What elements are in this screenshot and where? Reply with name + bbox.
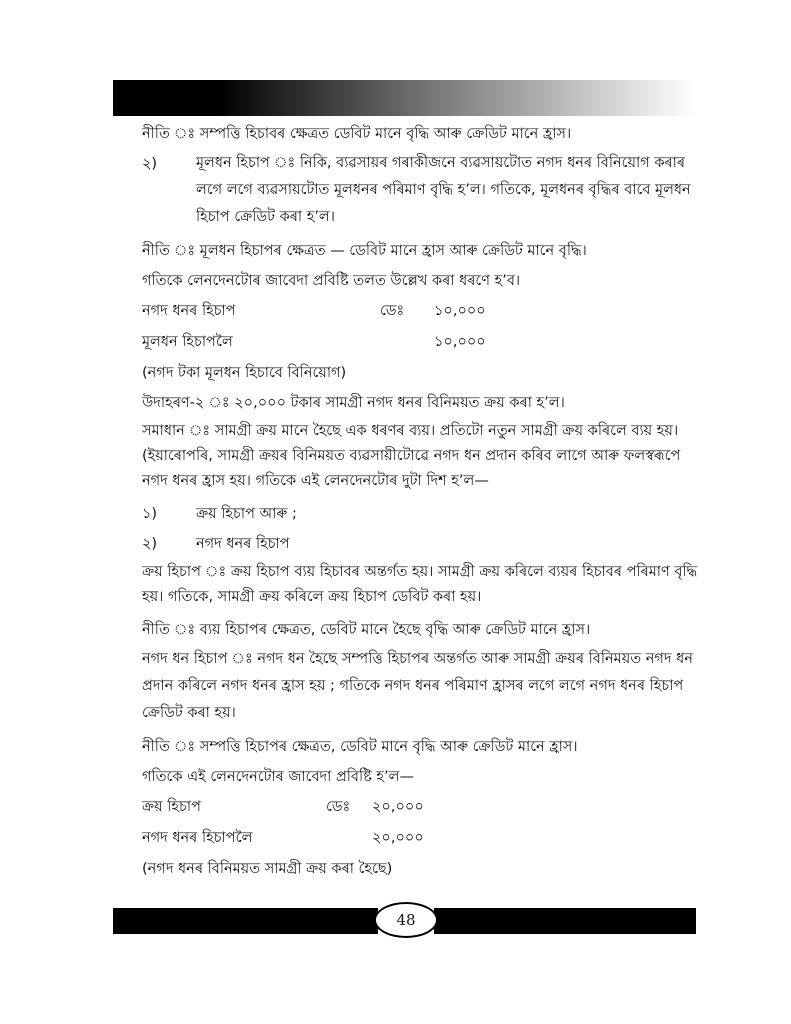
account-name: নগদ ধনৰ হিচাপ [142, 303, 236, 319]
amount: ২০,০০০ [372, 830, 424, 846]
paragraph: গতিকে লেনদেনটোৰ জাবেদা প্ৰবিষ্টি তলত উল্লেখ কৰা ধৰণে হ’ব। [142, 273, 521, 289]
example-heading: উদাহৰণ-২ ঃ ২০,০০০ টকাৰ সামগ্ৰী নগদ ধনৰ বিনিময়ত ক্ৰয় কৰা হ’ল। [142, 395, 565, 411]
account-name: মূলধন হিচাপলৈ [142, 334, 233, 350]
list-text: নগদ ধনৰ হিচাপ [196, 536, 290, 552]
journal-entry-row [142, 301, 702, 321]
narration: (নগদ টকা মূলধন হিচাবে বিনিয়োগ) [142, 365, 347, 381]
amount: ২০,০০০ [372, 799, 424, 815]
journal-entry-row [142, 828, 702, 848]
journal-entry-row [142, 332, 702, 352]
narration: (নগদ ধনৰ বিনিময়ত সামগ্ৰী ক্ৰয় কৰা হৈছে) [142, 861, 393, 877]
list-number: ২) [142, 536, 158, 552]
solution-paragraph: সমাধান ঃ সামগ্ৰী ক্ৰয় মানে হৈছে এক ধৰণৰ ব্যয়। প্ৰতিটো নতুন সামগ্ৰী ক্ৰয় কৰিলে ব্যয় হয়। (ইয়াৰোপৰি, সামগ্ৰী ক্ৰয়ৰ বিনিময়ত ব্যৱসায়ীটোৱে নগদ ধন প্ৰদান কৰিব লাগে আৰু ফলস্বৰূপে নগদ ধনৰ হ্ৰাস হয়। গতিকে এই লেনদেনটোৰ দুটা দিশ হ’ল— [142, 423, 681, 489]
list-item [142, 534, 702, 554]
list-number: ১) [142, 506, 158, 522]
debit-mark: ডেঃ [326, 799, 351, 815]
paragraph: নগদ ধন হিচাপ ঃ নগদ ধন হৈছে সম্পত্তি হিচাপৰ অন্তৰ্গত আৰু সামগ্ৰী ক্ৰয়ৰ বিনিময়ত নগদ ধন প্ৰদান কৰিলে নগদ ধনৰ হ্ৰাস হয় ; গতিকে নগদ ধনৰ পৰিমাণ হ্ৰাসৰ লগে লগে নগদ ধনৰ হিচাপ ক্ৰেডিট কৰা হয়। [142, 651, 693, 721]
rule-text: নীতি ঃ সম্পত্তি হিচাপৰ ক্ষেত্ৰত, ডেবিট মানে বৃদ্ধি আৰু ক্ৰেডিট মানে হ্ৰাস। [142, 739, 578, 755]
rule-text: নীতি ঃ ব্যয় হিচাপৰ ক্ষেত্ৰত, ডেবিট মানে হৈছে বৃদ্ধি আৰু ক্ৰেডিট মানে হ্ৰাস। [142, 622, 591, 638]
account-name: নগদ ধনৰ হিচাপলৈ [142, 830, 253, 846]
header-gradient-bar [113, 80, 695, 116]
list-item [142, 504, 702, 524]
debit-mark [380, 332, 434, 352]
rule-text: নীতি ঃ মূলধন হিচাপৰ ক্ষেত্ৰত — ডেবিট মানে হ্ৰাস আৰু ক্ৰেডিট মানে বৃদ্ধি। [142, 243, 587, 259]
journal-entry-row [142, 797, 702, 817]
list-item [142, 154, 702, 231]
debit-mark [326, 828, 372, 848]
amount: ১০,০০০ [434, 303, 486, 319]
paragraph: ক্ৰয় হিচাপ ঃ ক্ৰয় হিচাপ ব্যয় হিচাবৰ অন্তৰ্গত হয়। সামগ্ৰী ক্ৰয় কৰিলে ব্যয়ৰ হিচাবৰ পৰিমাণ বৃদ্ধি হয়। গতিকে, সামগ্ৰী ক্ৰয় কৰিলে ক্ৰয় হিচাপ ডেবিট কৰা হয়। [142, 564, 698, 605]
page-content [142, 124, 702, 889]
page-number: 48 [374, 902, 438, 938]
account-name: ক্ৰয় হিচাপ [142, 799, 201, 815]
list-text: ক্ৰয় হিচাপ আৰু ; [196, 506, 297, 522]
rule-text: নীতি ঃ সম্পত্তি হিচাবৰ ক্ষেত্ৰত ডেবিট মানে বৃদ্ধি আৰু ক্ৰেডিট মানে হ্ৰাস। [142, 126, 572, 142]
amount: ১০,০০০ [434, 334, 486, 350]
footer-bar-right [434, 908, 696, 934]
list-number: ২) [142, 156, 158, 172]
list-text: মূলধন হিচাপ ঃ নিকি, ব্যৱসায়ৰ গৰাকীজনে ব্যৱসায়টোত নগদ ধনৰ বিনিয়োগ কৰাৰ লগে লগে ব্যৱসায়টোত মূলধনৰ পৰিমাণ বৃদ্ধি হ’ল। গতিকে, মূলধনৰ বৃদ্ধিৰ বাবে মূলধন হিচাপ ক্ৰেডিট কৰা হ’ল। [196, 155, 691, 225]
footer-bar-left [113, 908, 378, 934]
debit-mark: ডেঃ [380, 303, 405, 319]
paragraph: গতিকে এই লেনদেনটোৰ জাবেদা প্ৰবিষ্টি হ’ল— [142, 769, 414, 785]
